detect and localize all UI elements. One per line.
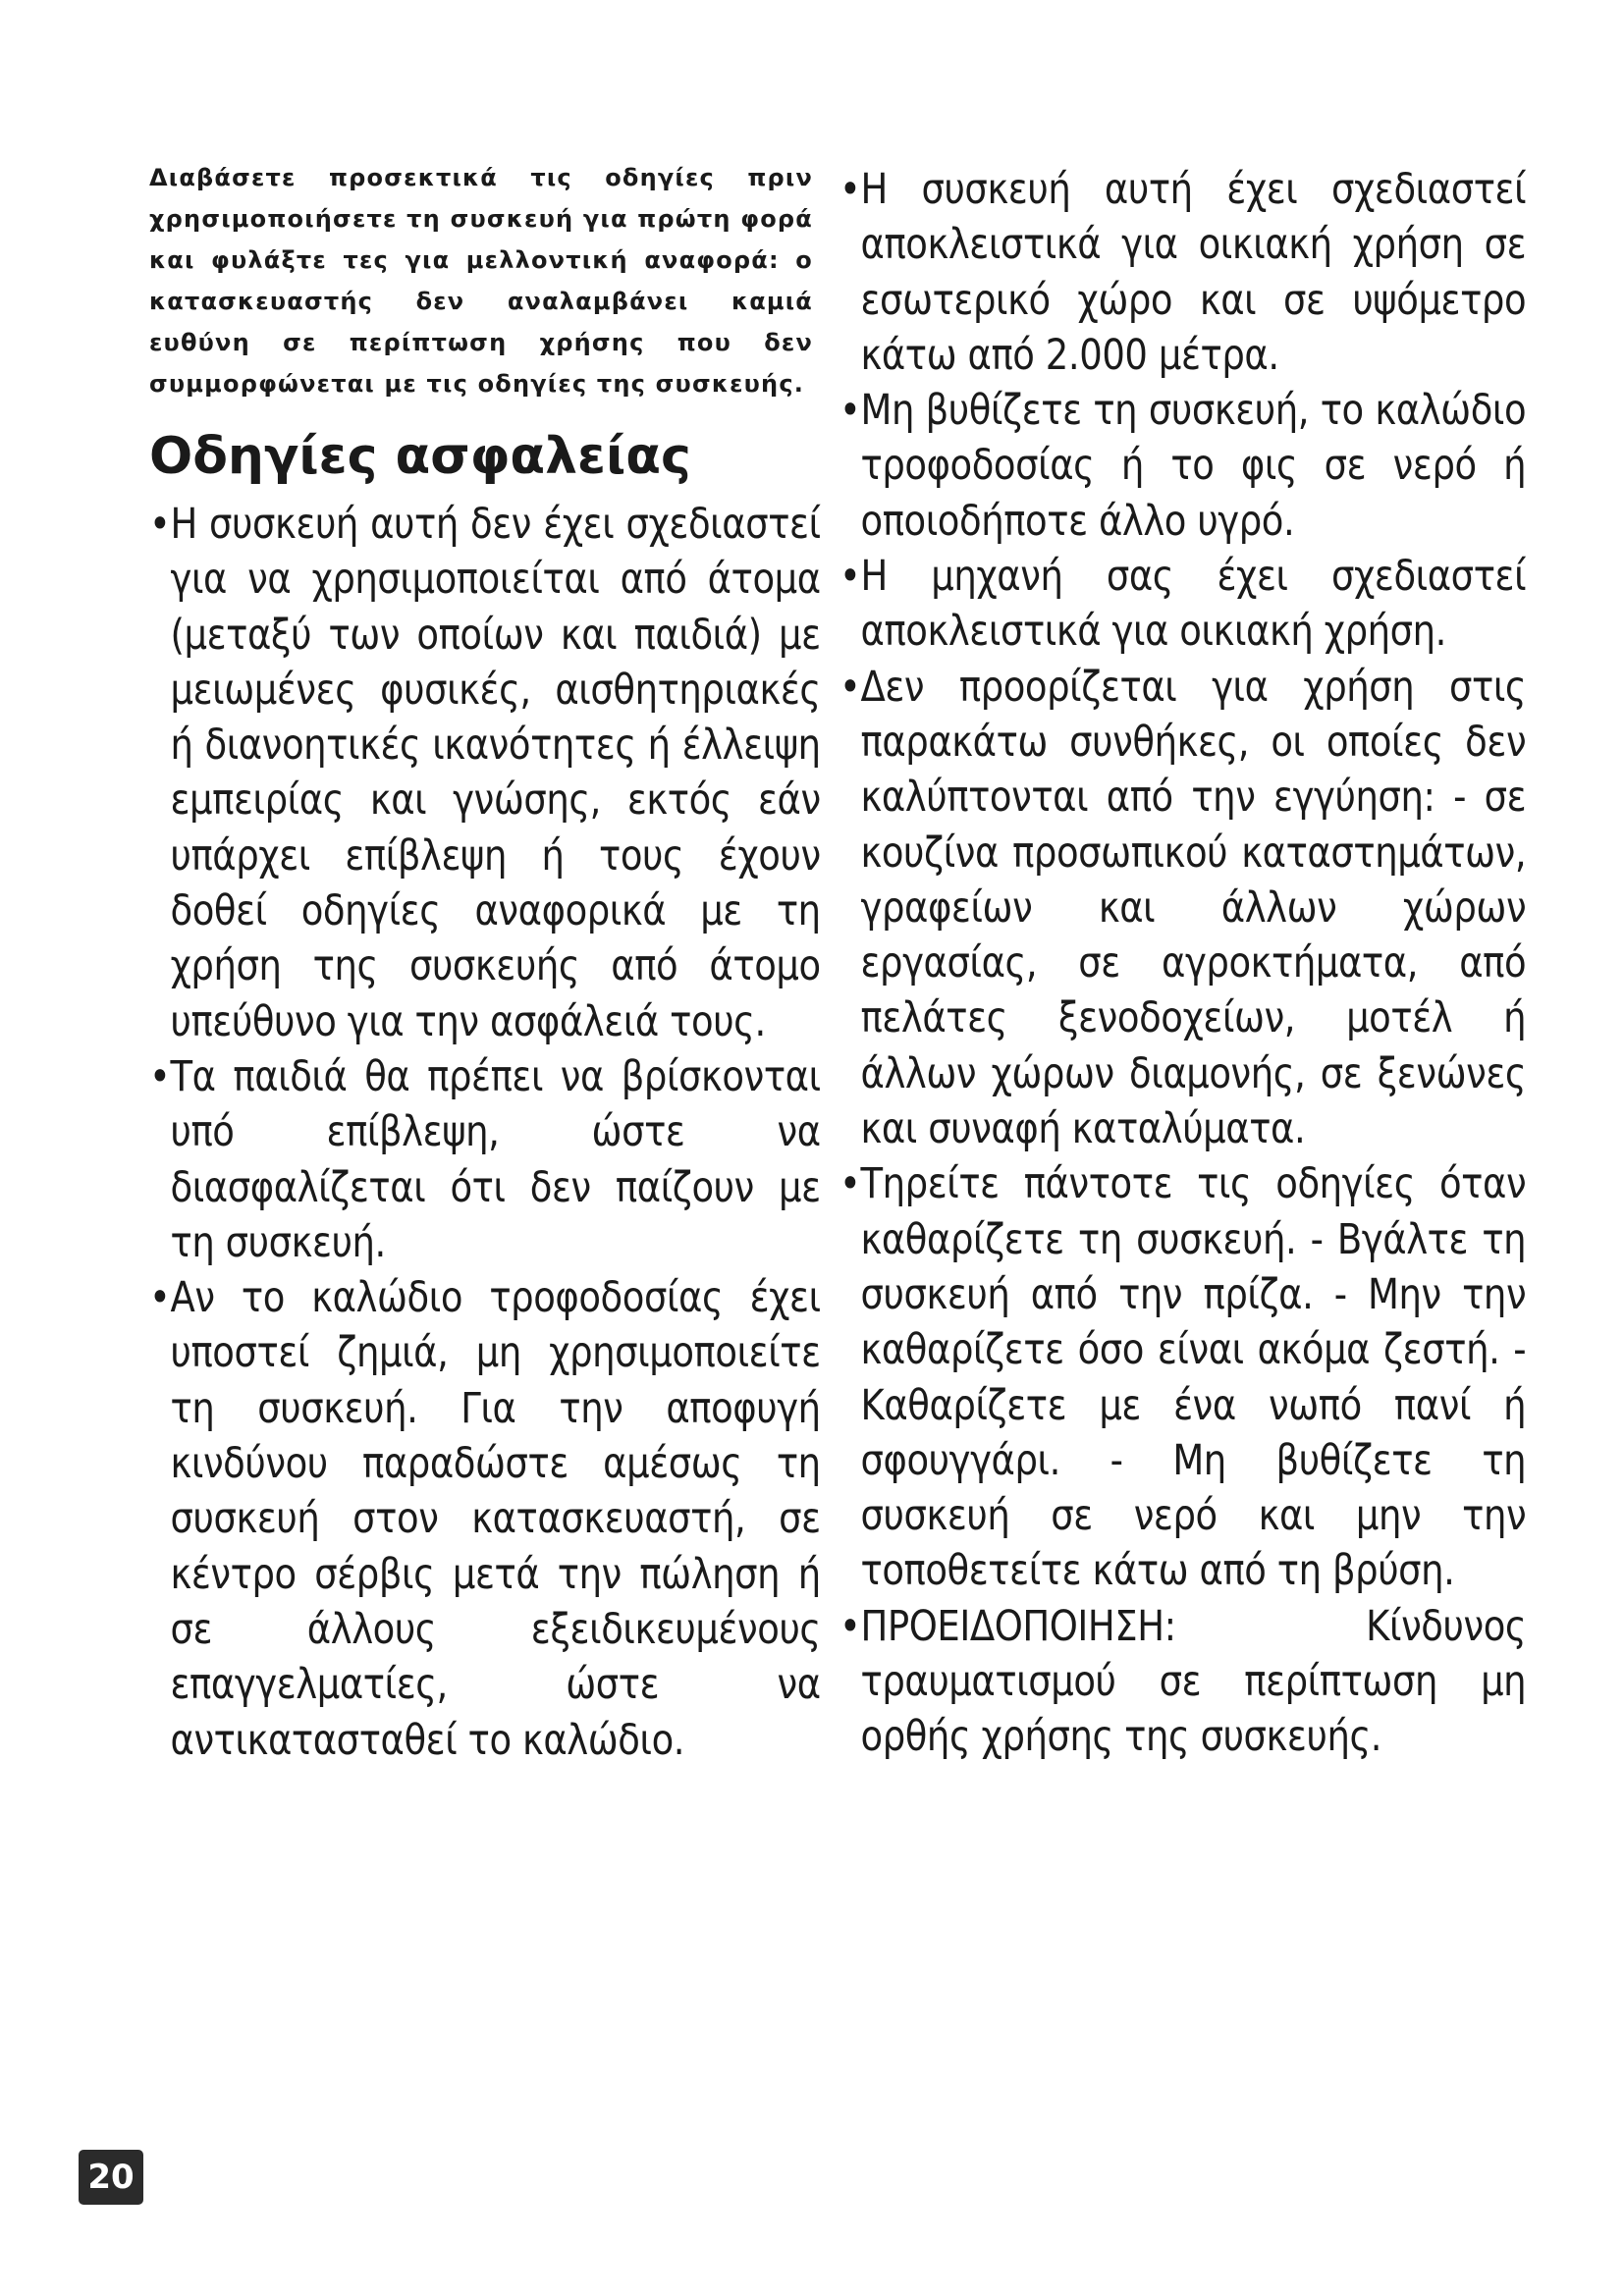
page-number-badge: 20 [79,2150,143,2205]
list-item-text: Μη βυθίζετε τη συσκευή, το καλώδιο τροφοδοσίας ή το φις σε νερό ή οποιοδήποτε άλλο υγρό. [860,386,1527,546]
list-item-text: Η συσκευή αυτή δεν έχει σχεδιαστεί για να χρησιμοποιείται από άτομα (μεταξύ των οποίων και παιδιά) με μειωμένες φυσικές, αισθητηριακές ή διανοητικές ικανότητες ή έλλειψη εμπειρίας και γνώσης, εκτός εάν υπάρχει επίβλεψη ή τους έχουν δοθεί οδηγίες αναφορικά με τη χρήση της συσκευής από άτομο υπεύθυνο για την ασφάλειά τους. [170,500,821,1046]
list-item [839,162,1526,383]
safety-list-right [839,162,1527,1765]
list-item-text: Τα παιδιά θα πρέπει να βρίσκονται υπό επίβλεψη, ώστε να διασφαλίζεται ότι δεν παίζουν με τη συσκευή. [170,1051,821,1267]
list-item [149,1270,821,1768]
bullet-icon: • [839,552,861,602]
bullet-icon: • [839,165,861,214]
bullet-icon: • [839,662,861,712]
list-item [839,1156,1526,1598]
safety-list-left [149,497,821,1768]
list-item-text: Τηρείτε πάντοτε τις οδηγίες όταν καθαρίζετε τη συσκευή. - Βγάλτε τη συσκευή από την πρίζα. - Μην την καθαρίζετε όσο είναι ακόμα ζεστή. - Καθαρίζετε με ένα νωπό πανί ή σφουγγάρι. - Μη βυθίζετε τη συσκευή σε νερό και μην την τοποθετείτε κάτω από τη βρύση. [860,1159,1527,1596]
list-item [839,549,1526,660]
list-item [839,660,1526,1157]
list-item [149,497,821,1049]
bullet-icon: • [149,1273,171,1323]
list-item [839,1599,1526,1765]
bullet-icon: • [149,1051,171,1101]
right-column [839,162,1527,1765]
list-item-text: Η μηχανή σας έχει σχεδιαστεί αποκλειστικά για οικιακή χρήση. [860,552,1527,657]
list-item [839,383,1526,549]
left-column [149,157,821,1768]
intro-paragraph: Διαβάσετε προσεκτικά τις οδηγίες πριν χρησιμοποιήσετε τη συσκευή για πρώτη φορά και φυλάξτε τες για μελλοντική αναφορά: ο κατασκευαστής δεν αναλαμβάνει καμιά ευθύνη σε περίπτωση χρήσης που δεν συμμορφώνεται με τις οδηγίες της συσκευής. [149,164,813,398]
list-item-text: ΠΡΟΕΙΔΟΠΟΙΗΣΗ: Κίνδυνος τραυματισμού σε περίπτωση μη ορθής χρήσης της συσκευής. [860,1601,1527,1762]
safety-heading: Οδηγίες ασφαλείας [149,427,691,486]
bullet-icon: • [839,1601,861,1651]
bullet-icon: • [839,1159,861,1209]
list-item-text: Η συσκευή αυτή έχει σχεδιαστεί αποκλειστικά για οικιακή χρήση σε εσωτερικό χώρο και σε υψόμετρο κάτω από 2.000 μέτρα. [860,165,1527,380]
list-item-text: Δεν προορίζεται για χρήση στις παρακάτω συνθήκες, οι οποίες δεν καλύπτονται από την εγγύηση: - σε κουζίνα προσωπικού καταστημάτων, γραφείων και άλλων χώρων εργασίας, σε αγροκτήματα, από πελάτες ξενοδοχείων, μοτέλ ή άλλων χώρων διαμονής, σε ξενώνες και συναφή καταλύματα. [860,662,1527,1154]
list-item-text: Αν το καλώδιο τροφοδοσίας έχει υποστεί ζημιά, μη χρησιμοποιείτε τη συσκευή. Για την αποφυγή κινδύνου παραδώστε αμέσως τη συσκευή στον κατασκευαστή, σε κέντρο σέρβις μετά την πώληση ή σε άλλους εξειδικευμένους επαγγελματίες, ώστε να αντικατασταθεί το καλώδιο. [170,1273,821,1765]
list-item [149,1049,821,1270]
bullet-icon: • [839,386,861,436]
bullet-icon: • [149,500,171,549]
